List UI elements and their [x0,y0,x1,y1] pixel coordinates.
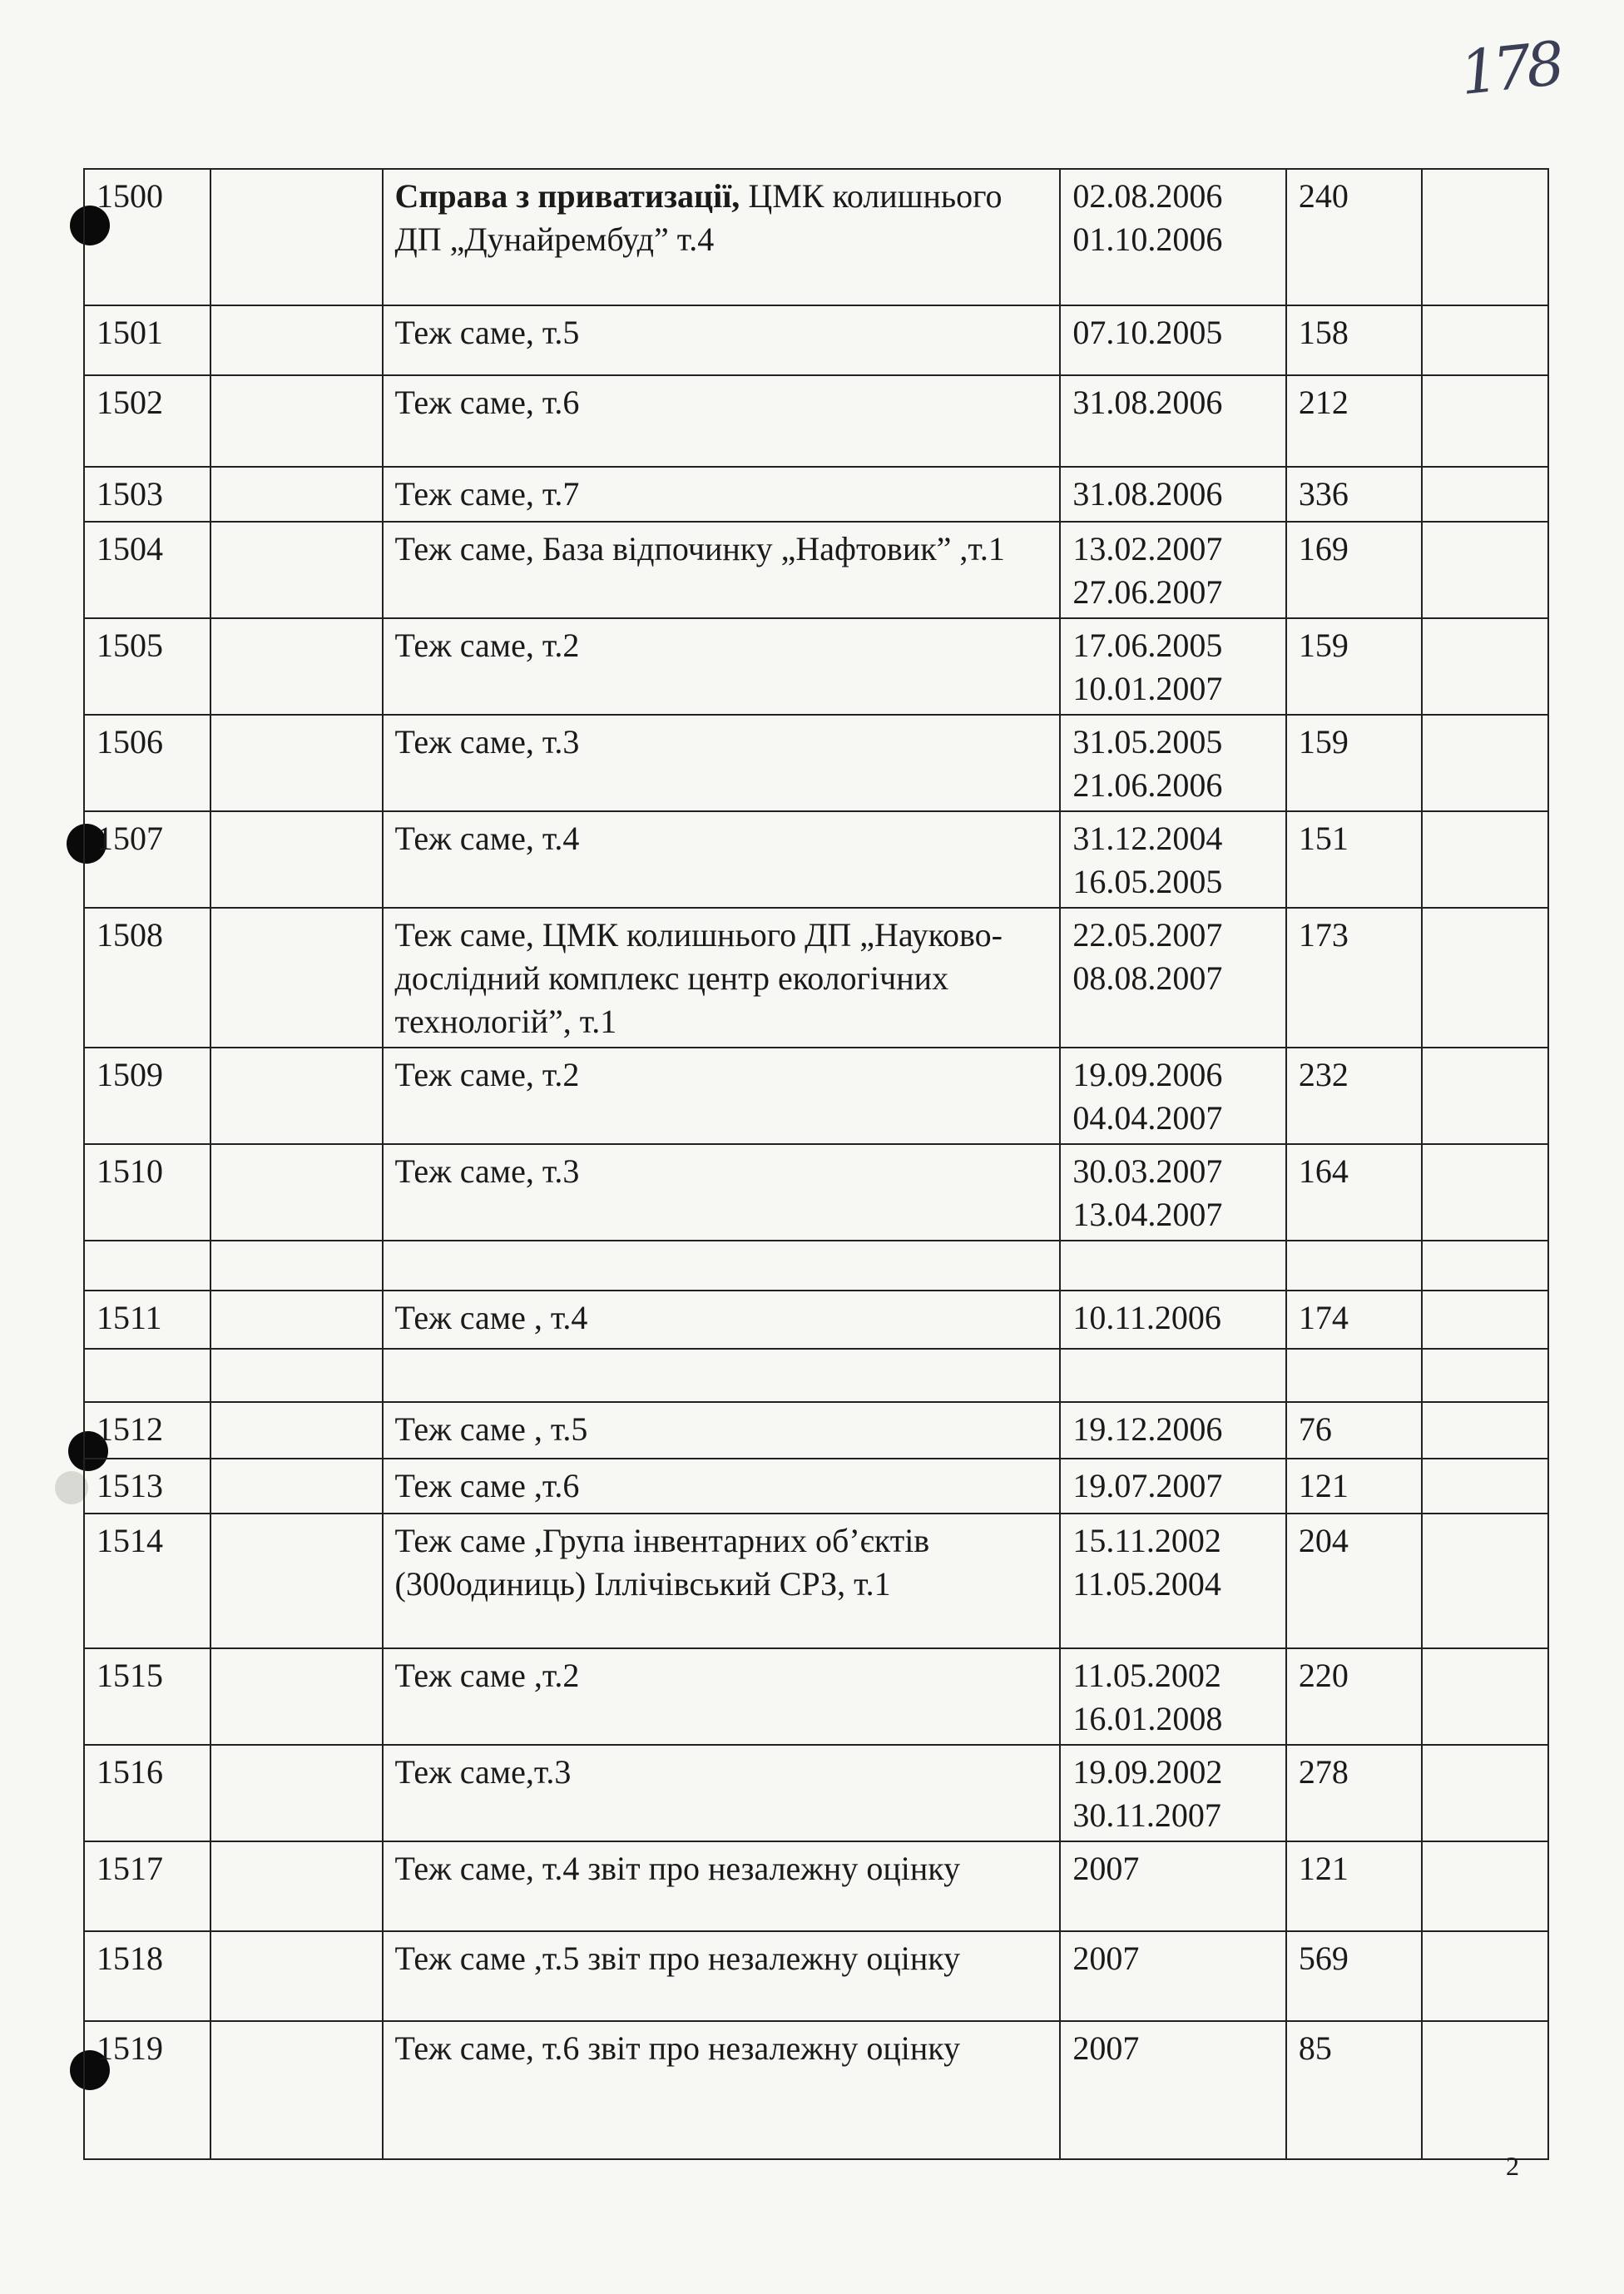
case-number-cell: 1511 [84,1291,210,1349]
page-count-cell: 76 [1286,1402,1422,1459]
page-count-cell: 569 [1286,1931,1422,2021]
case-dates-cell [1060,375,1286,467]
case-dates-cell [1060,467,1286,522]
index-cell [210,1048,382,1144]
index-cell [210,522,382,618]
case-number-cell: 1516 [84,1745,210,1841]
case-title-text: Теж саме, т.6 звіт про незалежну оцінку [394,2029,961,2067]
page-count-cell: 151 [1286,811,1422,908]
case-title-cell [383,1648,1061,1745]
table-row [84,618,1548,715]
page-count-cell: 174 [1286,1291,1422,1349]
table-row [84,467,1548,522]
case-dates-cell [1060,1048,1286,1144]
table-row [84,1514,1548,1648]
case-title-cell [383,1931,1061,2021]
case-number-cell: 1501 [84,305,210,375]
note-cell [1422,305,1548,375]
case-dates-cell [1060,1745,1286,1841]
case-dates-cell [1060,2021,1286,2159]
page-count-cell: 121 [1286,1841,1422,1931]
case-dates-cell [1060,305,1286,375]
case-date: 30.03.2007 [1072,1152,1223,1190]
table-row [84,169,1548,305]
case-title-bold: Справа з приватизації, [394,177,740,215]
index-cell [210,1459,382,1514]
page-count-cell: 159 [1286,618,1422,715]
case-date: 16.05.2005 [1072,863,1223,900]
case-number-cell: 1502 [84,375,210,467]
table-row [84,908,1548,1048]
case-number-cell: 1505 [84,618,210,715]
index-cell [210,1514,382,1648]
case-dates-cell [1060,1841,1286,1931]
case-number-cell: 1519 [84,2021,210,2159]
inventory-table [83,168,1549,2160]
case-date: 01.10.2006 [1072,220,1223,258]
index-cell [210,1349,382,1402]
case-date: 30.11.2007 [1072,1796,1221,1834]
note-cell [1422,1291,1548,1349]
table-row [84,715,1548,811]
case-date: 31.05.2005 [1072,723,1223,761]
case-title-cell [383,375,1061,467]
table-row [84,1349,1548,1402]
case-title-cell [383,2021,1061,2159]
note-cell [1422,1349,1548,1402]
case-title-cell [383,522,1061,618]
note-cell [1422,1402,1548,1459]
handwritten-sheet-number: 178 [1456,27,1563,109]
note-cell [1422,908,1548,1048]
inventory-table-body [84,169,1548,2159]
page-count-cell [1286,1349,1422,1402]
note-cell [1422,169,1548,305]
case-dates-cell [1060,1291,1286,1349]
case-title-text: ЦМК колишнього ДП „Дунайрембуд” т.4 [394,177,1003,258]
index-cell [210,1841,382,1931]
case-title-cell [383,618,1061,715]
index-cell [210,1648,382,1745]
note-cell [1422,467,1548,522]
case-title-cell [383,467,1061,522]
case-title-text: Теж саме, т.2 [394,627,580,664]
case-title-cell [383,1514,1061,1648]
case-title-text: Теж саме , т.5 [394,1410,588,1448]
index-cell [210,1745,382,1841]
case-date: 07.10.2005 [1072,314,1223,351]
index-cell [210,1241,382,1291]
case-number-cell: 1514 [84,1514,210,1648]
page-count-cell: 158 [1286,305,1422,375]
case-title-text: Теж саме, т.4 звіт про незалежну оцінку [394,1850,961,1887]
page-count-cell: 164 [1286,1144,1422,1241]
case-title-cell [383,715,1061,811]
table-row [84,1144,1548,1241]
page-count-cell: 173 [1286,908,1422,1048]
table-row [84,1931,1548,2021]
note-cell [1422,715,1548,811]
case-date: 11.05.2004 [1072,1565,1221,1603]
page-count-cell [1286,1241,1422,1291]
table-row [84,522,1548,618]
case-date: 02.08.2006 [1072,177,1223,215]
case-date: 27.06.2007 [1072,573,1223,611]
case-title-cell [383,1841,1061,1931]
case-title-text: Теж саме, т.2 [394,1056,580,1093]
case-title-cell [383,169,1061,305]
case-date: 15.11.2002 [1072,1522,1221,1559]
case-number-cell: 1508 [84,908,210,1048]
case-title-text: Теж саме, т.3 [394,723,580,761]
case-title-text: Теж саме,т.3 [394,1753,572,1791]
case-date: 2007 [1072,1850,1140,1887]
case-date: 04.04.2007 [1072,1099,1223,1137]
case-title-text: Теж саме , т.4 [394,1299,588,1336]
case-number-cell: 1510 [84,1144,210,1241]
table-row [84,2021,1548,2159]
case-dates-cell [1060,1459,1286,1514]
case-dates-cell [1060,522,1286,618]
index-cell [210,1144,382,1241]
case-title-text: Теж саме, База відпочинку „Нафтовик” ,т.1 [394,530,1005,567]
note-cell [1422,2021,1548,2159]
case-title-cell [383,1349,1061,1402]
note-cell [1422,1648,1548,1745]
case-dates-cell [1060,1349,1286,1402]
case-date: 19.09.2002 [1072,1753,1223,1791]
index-cell [210,715,382,811]
table-row [84,375,1548,467]
note-cell [1422,375,1548,467]
case-title-cell [383,1048,1061,1144]
case-title-cell [383,811,1061,908]
note-cell [1422,618,1548,715]
note-cell [1422,1514,1548,1648]
case-number-cell [84,1349,210,1402]
case-dates-cell [1060,1931,1286,2021]
note-cell [1422,1144,1548,1241]
case-number-cell [84,1241,210,1291]
case-title-text: Теж саме ,т.2 [394,1657,580,1694]
note-cell [1422,522,1548,618]
note-cell [1422,1459,1548,1514]
case-dates-cell [1060,1241,1286,1291]
table-row [84,1241,1548,1291]
note-cell [1422,811,1548,908]
case-number-cell: 1500 [84,169,210,305]
case-date: 11.05.2002 [1072,1657,1221,1694]
case-date: 2007 [1072,2029,1140,2067]
case-number-cell: 1507 [84,811,210,908]
page-count-cell: 220 [1286,1648,1422,1745]
note-cell [1422,1931,1548,2021]
case-dates-cell [1060,1514,1286,1648]
case-date: 19.12.2006 [1072,1410,1223,1448]
case-title-cell [383,1291,1061,1349]
case-date: 19.09.2006 [1072,1056,1223,1093]
case-title-cell [383,1241,1061,1291]
case-number-cell: 1513 [84,1459,210,1514]
case-title-text: Теж саме, т.4 [394,820,580,857]
page-count-cell: 159 [1286,715,1422,811]
case-number-cell: 1518 [84,1931,210,2021]
note-cell [1422,1241,1548,1291]
table-row [84,1402,1548,1459]
index-cell [210,811,382,908]
table-row [84,1745,1548,1841]
case-title-text: Теж саме, т.3 [394,1152,580,1190]
index-cell [210,1291,382,1349]
case-title-cell [383,1144,1061,1241]
case-date: 21.06.2006 [1072,766,1223,804]
case-date: 31.08.2006 [1072,384,1223,421]
case-title-text: Теж саме, т.6 [394,384,580,421]
case-date: 10.01.2007 [1072,670,1223,707]
table-row [84,1048,1548,1144]
case-title-cell [383,1745,1061,1841]
case-number-cell: 1512 [84,1402,210,1459]
index-cell [210,618,382,715]
index-cell [210,908,382,1048]
page-count-cell: 121 [1286,1459,1422,1514]
case-date: 17.06.2005 [1072,627,1223,664]
index-cell [210,305,382,375]
case-dates-cell [1060,811,1286,908]
table-row [84,1648,1548,1745]
page-count-cell: 232 [1286,1048,1422,1144]
case-date: 2007 [1072,1940,1140,1977]
case-dates-cell [1060,169,1286,305]
case-date: 31.12.2004 [1072,820,1223,857]
case-number-cell: 1504 [84,522,210,618]
page-count-cell: 85 [1286,2021,1422,2159]
page-count-cell: 240 [1286,169,1422,305]
case-date: 08.08.2007 [1072,959,1223,997]
page-count-cell: 212 [1286,375,1422,467]
case-title-text: Теж саме, ЦМК колишнього ДП „Науково-дослідний комплекс центр екологічних технологій”, т.1 [394,916,1003,1040]
case-date: 31.08.2006 [1072,475,1223,513]
table-row [84,1459,1548,1514]
case-title-cell [383,908,1061,1048]
page-count-cell: 336 [1286,467,1422,522]
page-count-cell: 169 [1286,522,1422,618]
case-title-text: Теж саме ,т.5 звіт про незалежну оцінку [394,1940,961,1977]
case-date: 13.04.2007 [1072,1196,1223,1233]
table-row [84,1841,1548,1931]
case-dates-cell [1060,715,1286,811]
index-cell [210,2021,382,2159]
case-date: 16.01.2008 [1072,1700,1223,1737]
case-dates-cell [1060,618,1286,715]
case-date: 22.05.2007 [1072,916,1223,954]
case-date: 19.07.2007 [1072,1467,1223,1504]
case-dates-cell [1060,908,1286,1048]
note-cell [1422,1048,1548,1144]
index-cell [210,375,382,467]
case-title-text: Теж саме ,т.6 [394,1467,580,1504]
case-dates-cell [1060,1402,1286,1459]
index-cell [210,169,382,305]
page-count-cell: 204 [1286,1514,1422,1648]
case-title-cell [383,305,1061,375]
case-dates-cell [1060,1648,1286,1745]
case-number-cell: 1517 [84,1841,210,1931]
case-number-cell: 1515 [84,1648,210,1745]
case-date: 13.02.2007 [1072,530,1223,567]
index-cell [210,467,382,522]
case-title-cell [383,1459,1061,1514]
index-cell [210,1931,382,2021]
page-count-cell: 278 [1286,1745,1422,1841]
table-row [84,305,1548,375]
case-title-cell [383,1402,1061,1459]
case-dates-cell [1060,1144,1286,1241]
page-number: 2 [1506,2151,1519,2181]
table-row [84,811,1548,908]
note-cell [1422,1841,1548,1931]
case-number-cell: 1506 [84,715,210,811]
case-title-text: Теж саме ,Група інвентарних об’єктів (300одиниць) Іллічівський СРЗ, т.1 [394,1522,930,1603]
table-row [84,1291,1548,1349]
note-cell [1422,1745,1548,1841]
case-number-cell: 1503 [84,467,210,522]
case-date: 10.11.2006 [1072,1299,1221,1336]
case-title-text: Теж саме, т.7 [394,475,580,513]
case-title-text: Теж саме, т.5 [394,314,580,351]
index-cell [210,1402,382,1459]
case-number-cell: 1509 [84,1048,210,1144]
